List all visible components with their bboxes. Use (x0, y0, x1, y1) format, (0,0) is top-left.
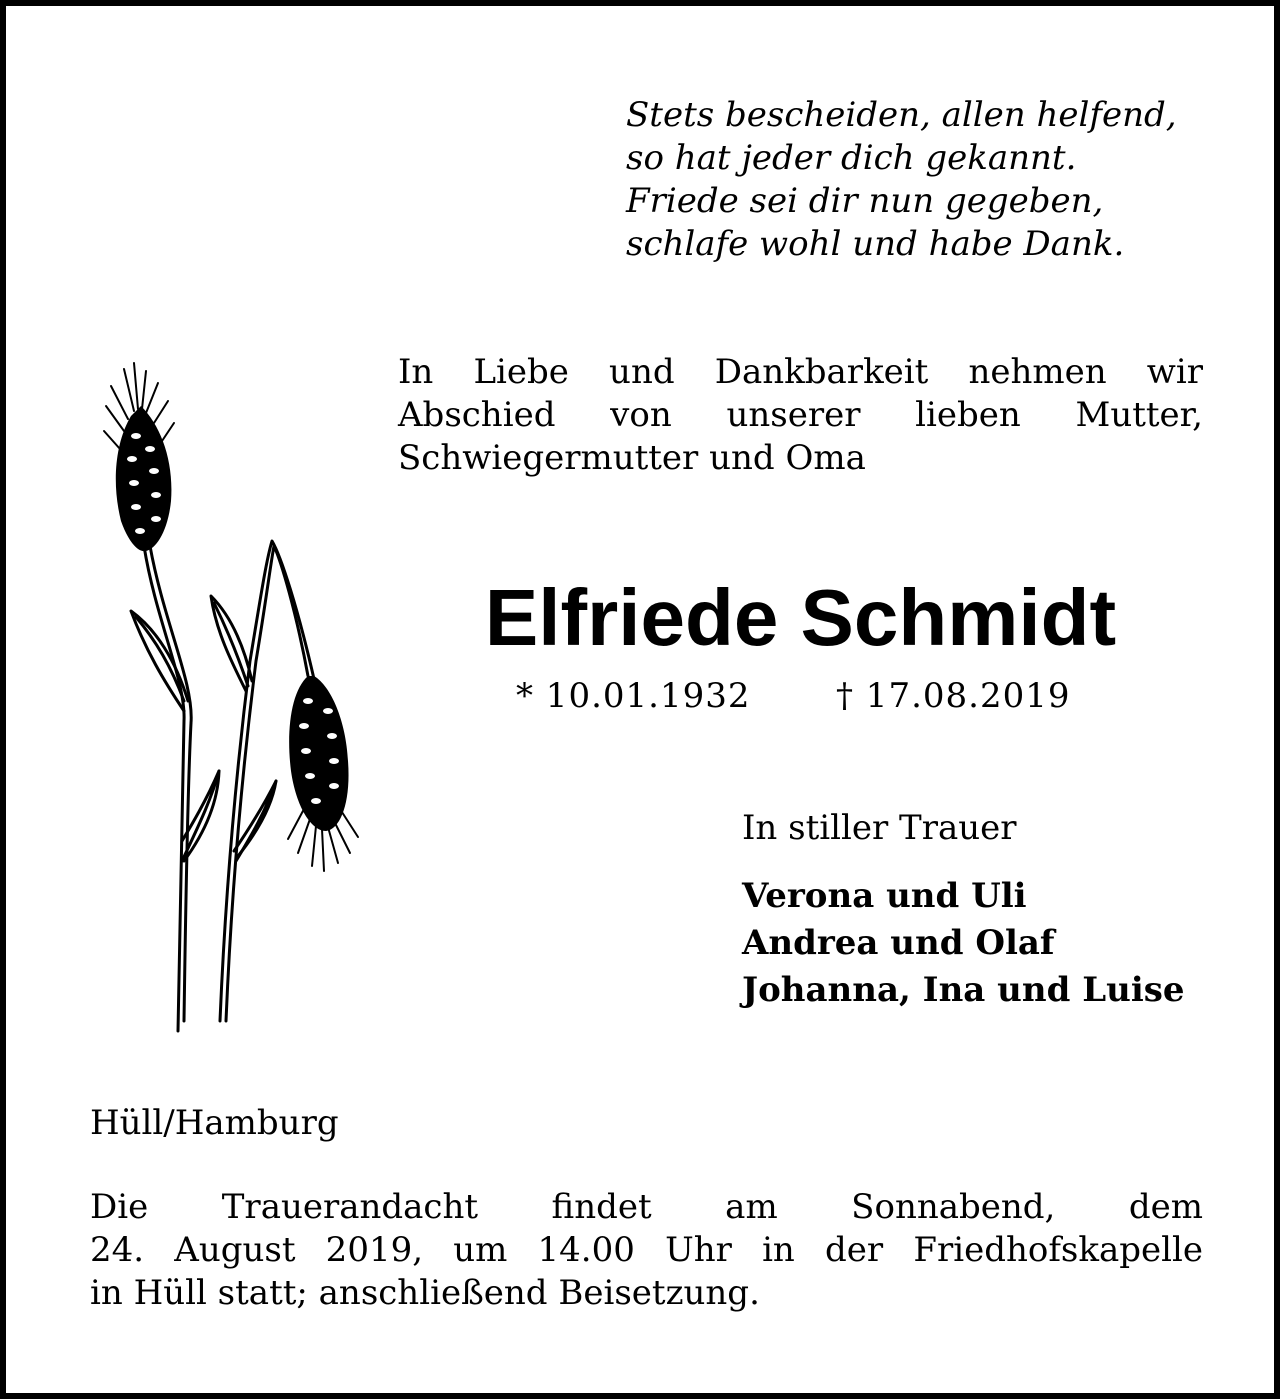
memorial-poem (626, 94, 1226, 266)
poem-line: Stets bescheiden, allen helfend, (626, 95, 1177, 135)
mourners-list (742, 873, 1185, 1014)
service-line: in Hüll statt; anschließend Beisetzung. (90, 1273, 760, 1313)
farewell-line: Schwiegermutter und Oma (398, 438, 866, 478)
service-line: Die Trauerandacht findet am Sonnabend, dem (90, 1187, 1203, 1227)
farewell-line: Abschied von unserer lieben Mutter, (398, 395, 1203, 435)
birth-date: * 10.01.1932 (516, 676, 751, 716)
mourner-name: Andrea und Olaf (742, 923, 1055, 963)
poem-line: so hat jeder dich gekannt. (626, 138, 1077, 178)
farewell-line: In Liebe und Dankbarkeit nehmen wir (398, 352, 1203, 392)
poem-line: Friede sei dir nun gegeben, (626, 181, 1104, 221)
death-date: † 17.08.2019 (836, 676, 1071, 716)
poem-line: schlafe wohl und habe Dank. (626, 224, 1125, 264)
farewell-text (398, 351, 1203, 480)
place-name: Hüll/Hamburg (90, 1103, 339, 1143)
deceased-name: Elfriede Schmidt (484, 573, 1117, 662)
mourner-name: Johanna, Ina und Luise (742, 970, 1185, 1010)
service-announcement (90, 1186, 1203, 1315)
wheat-ears-icon (76, 361, 376, 1041)
service-line: 24. August 2019, um 14.00 Uhr in der Friedhofskapelle (90, 1230, 1203, 1270)
mourner-name: Verona und Uli (742, 876, 1027, 916)
mourning-heading: In stiller Trauer (742, 808, 1017, 848)
